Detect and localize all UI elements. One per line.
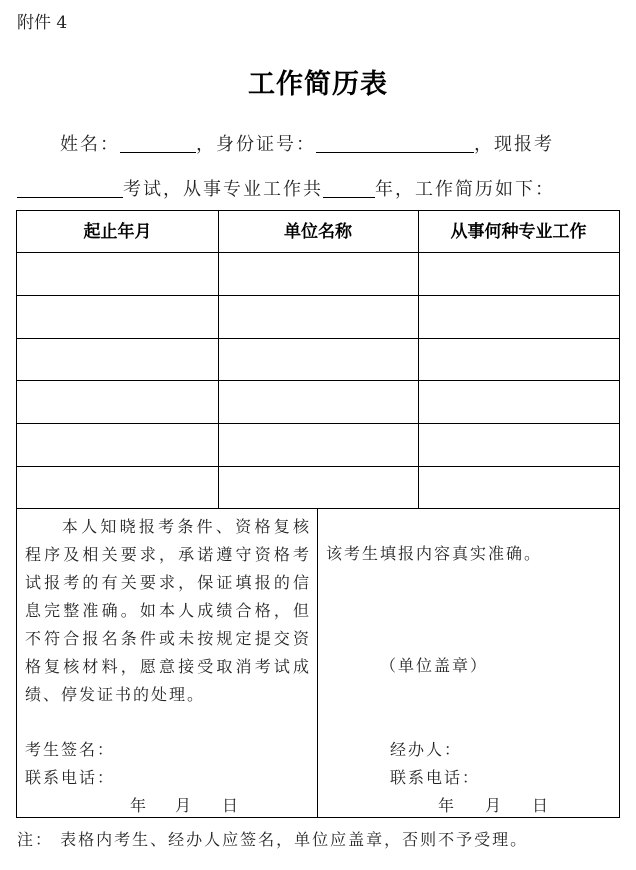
header-employer: 单位名称	[284, 222, 352, 242]
name-label: 姓名：	[60, 134, 120, 155]
employer-phone-label: 联系电话：	[390, 768, 481, 787]
id-number-field[interactable]	[316, 135, 474, 153]
table-cell[interactable]	[17, 339, 218, 380]
table-cell[interactable]	[17, 253, 218, 295]
handler-label: 经办人：	[390, 740, 463, 759]
employer-date-day: 日	[532, 796, 551, 815]
table-cell[interactable]	[17, 381, 218, 423]
page-title: 工作简历表	[248, 69, 388, 100]
header-period: 起止年月	[83, 222, 152, 242]
employer-verification	[318, 509, 619, 817]
table-cell[interactable]	[419, 424, 619, 466]
candidate-date-month: 月	[175, 796, 194, 815]
candidate-date-year: 年	[130, 796, 149, 815]
name-field[interactable]	[120, 135, 196, 153]
table-cell[interactable]	[219, 296, 418, 338]
table-cell[interactable]	[219, 339, 418, 380]
table-cell[interactable]	[219, 467, 418, 508]
candidate-declaration	[17, 509, 317, 817]
exam-label: ，现报考	[474, 134, 554, 155]
table-cell[interactable]	[219, 381, 418, 423]
candidate-date-day: 日	[222, 796, 241, 815]
candidate-phone-label: 联系电话：	[25, 768, 116, 787]
table-cell[interactable]	[17, 467, 218, 508]
candidate-pledge-text: 本人知晓报考条件、资格复核程序及相关要求，承诺遵守资格考试报考的有关要求，保证填报的信息完整准确。如本人成绩合格，但不符合报名条件或未按规定提交资格复核材料，愿意接受取消考试成绩、停发证书的处理。	[25, 517, 311, 704]
employer-date-month: 月	[485, 796, 504, 815]
attachment-label: 附件 4	[17, 13, 68, 33]
employer-date-year: 年	[438, 796, 457, 815]
footer-note: 注： 表格内考生、经办人应签名，单位应盖章，否则不予受理。	[17, 830, 529, 849]
intro-line-2	[17, 175, 555, 201]
table-cell[interactable]	[17, 296, 218, 338]
candidate-signature-label: 考生签名：	[25, 740, 116, 759]
table-cell[interactable]	[17, 424, 218, 466]
resume-table	[16, 210, 620, 818]
header-profession: 从事何种专业工作	[450, 222, 587, 242]
table-cell[interactable]	[219, 424, 418, 466]
id-label: ，身份证号：	[196, 134, 316, 155]
years-field[interactable]	[323, 180, 375, 198]
exam-name-field[interactable]	[17, 180, 123, 198]
years-suffix: 年，工作简历如下：	[375, 179, 555, 200]
table-cell[interactable]	[419, 253, 619, 295]
employer-statement: 该考生填报内容真实准确。	[326, 544, 543, 563]
table-cell[interactable]	[419, 381, 619, 423]
table-cell[interactable]	[419, 339, 619, 380]
table-cell[interactable]	[219, 253, 418, 295]
table-cell[interactable]	[419, 467, 619, 508]
table-cell[interactable]	[419, 296, 619, 338]
exam-suffix: 考试，从事专业工作共	[123, 179, 323, 200]
intro-line-1	[60, 130, 554, 156]
employer-seal-label: （单位盖章）	[380, 656, 489, 675]
